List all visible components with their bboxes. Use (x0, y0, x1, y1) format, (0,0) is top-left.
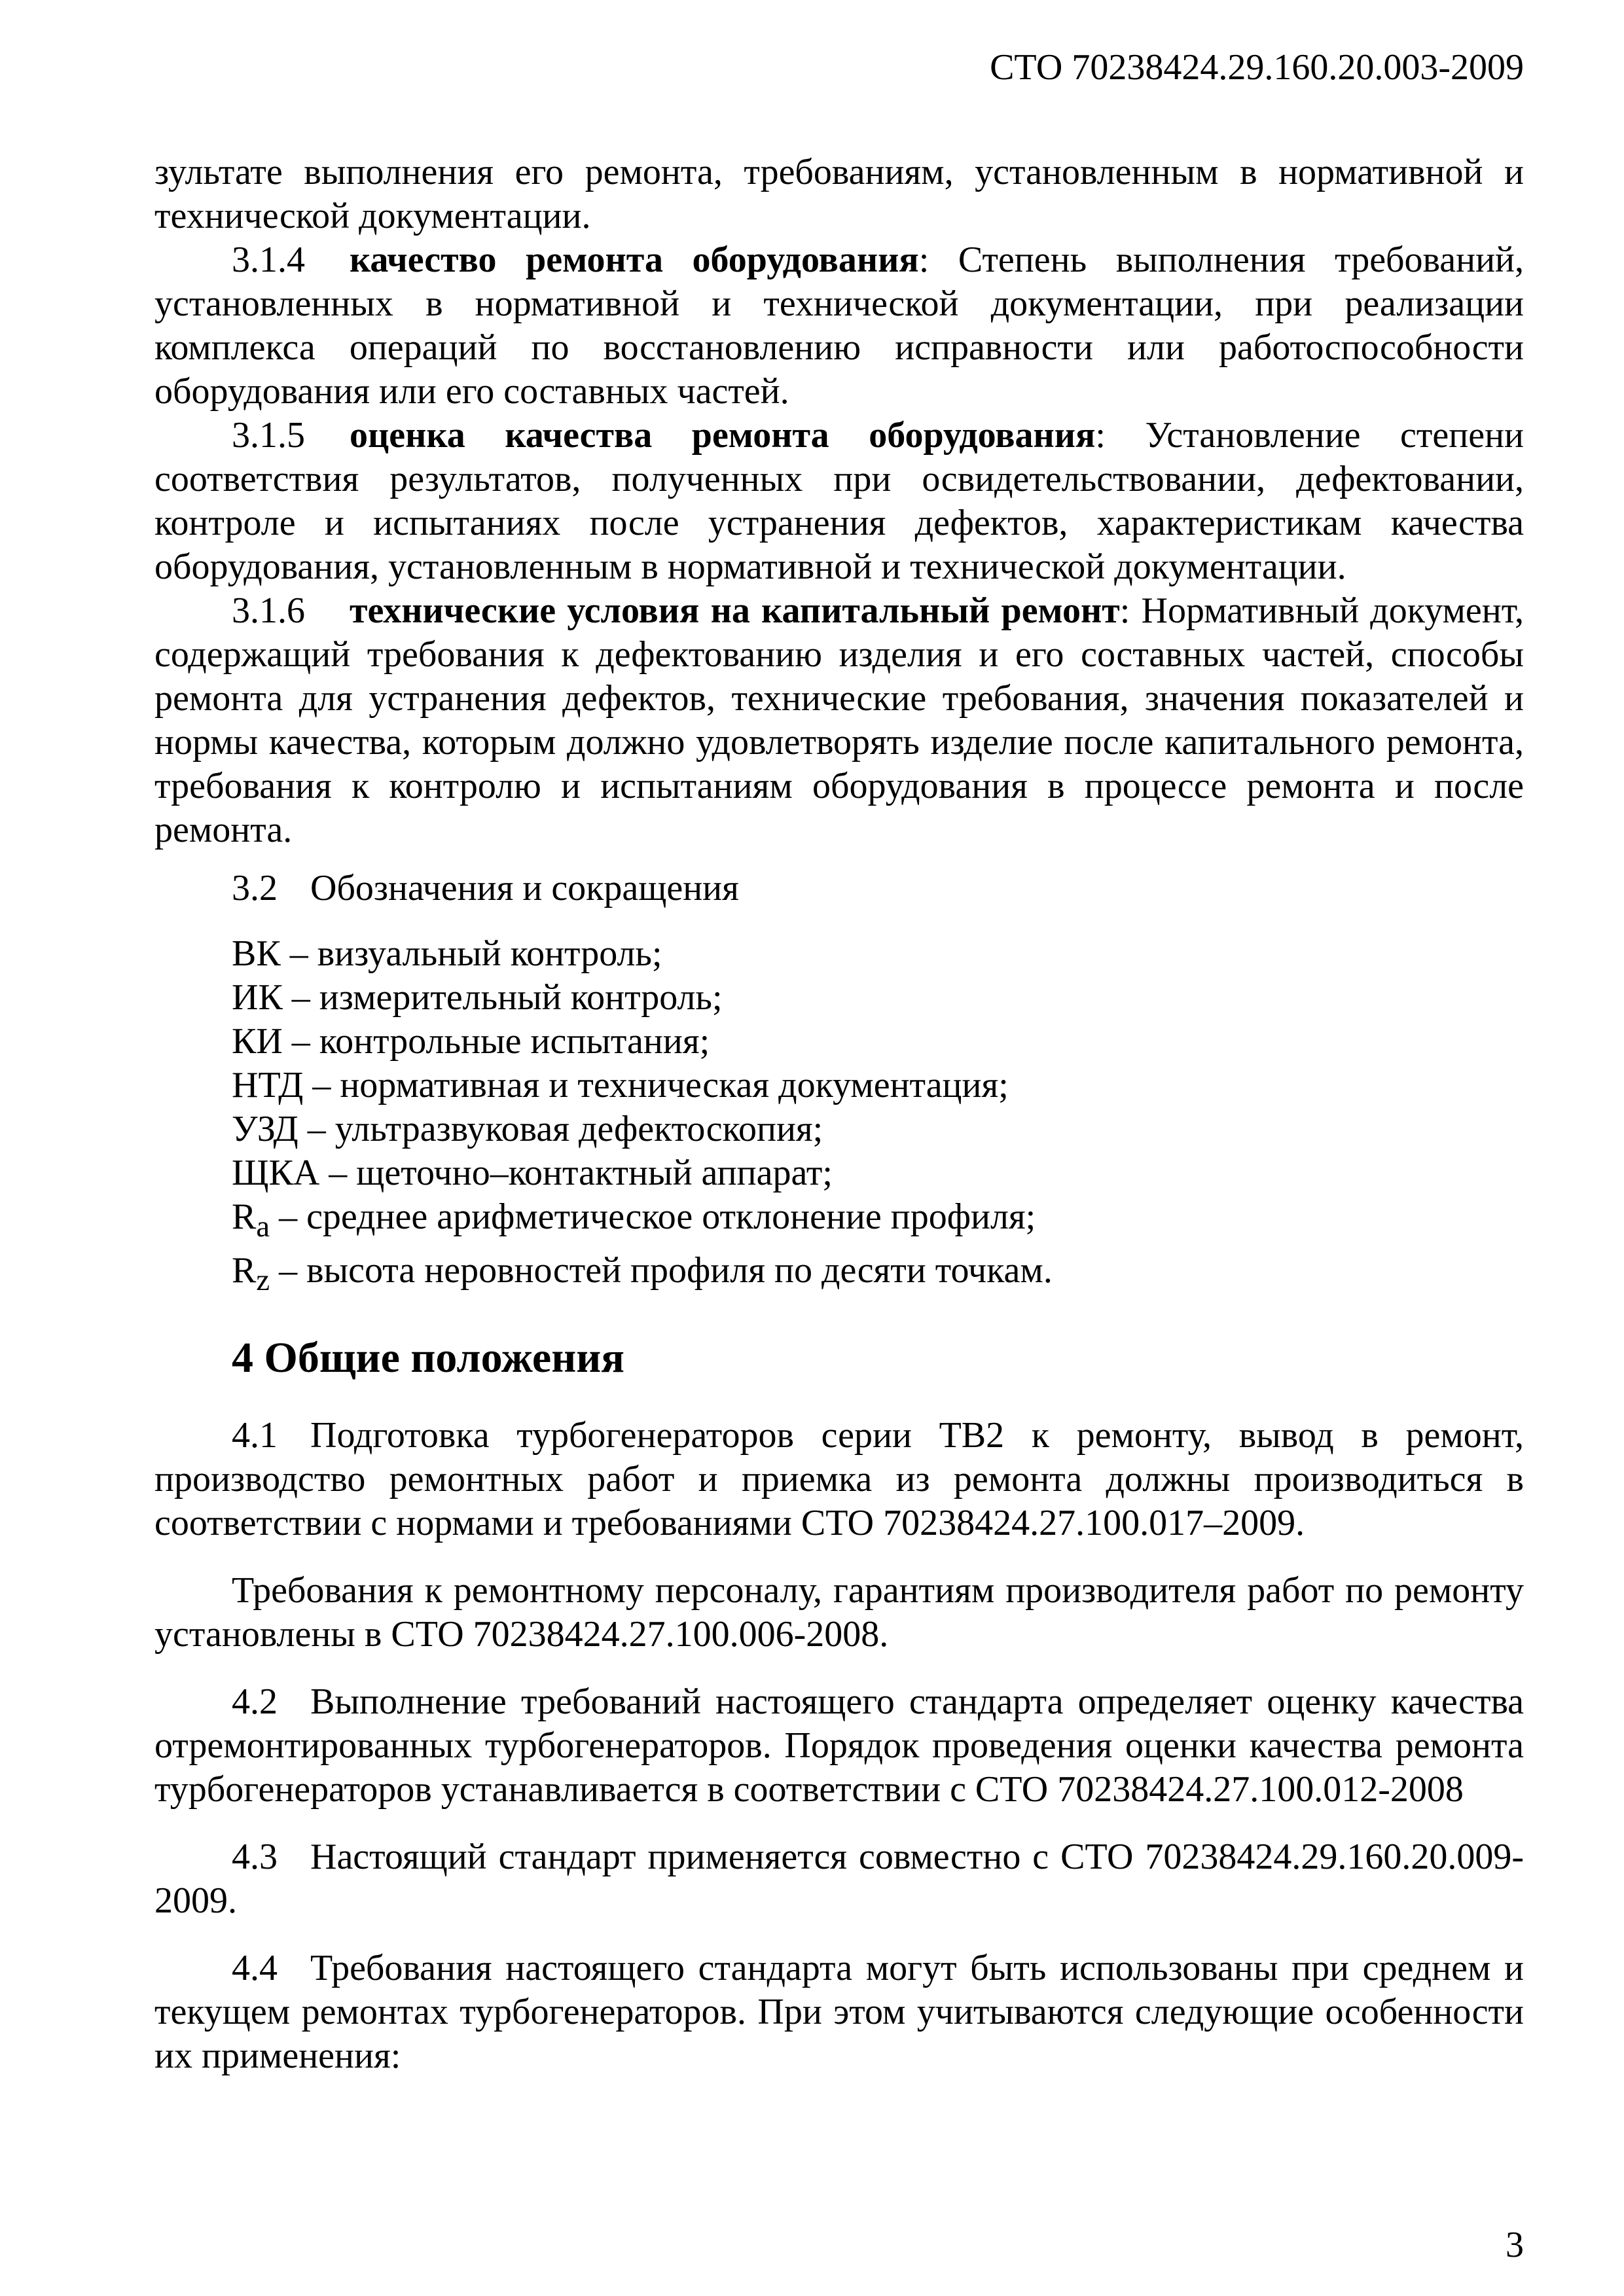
paragraph-text: Настоящий стандарт применяется совместно с СТО 70238424.29.160.20.009-2009. (154, 1837, 1524, 1922)
document-code-header: СТО 70238424.29.160.20.003-2009 (990, 47, 1524, 88)
abbreviation-description: – высота неровностей профиля по десяти точкам. (270, 1250, 1053, 1291)
abbreviation-description: – измерительный контроль; (282, 977, 723, 1018)
abbreviation-item (154, 1020, 1524, 1064)
abbreviation-description: – контрольные испытания; (282, 1021, 710, 1062)
definition-3-1-6 (154, 589, 1524, 852)
definition-number: 3.1.4 (232, 240, 305, 280)
abbreviation-item (154, 1195, 1524, 1249)
abbreviation-item (154, 976, 1524, 1020)
abbreviation-item (154, 1107, 1524, 1151)
abbreviation-subscript: a (256, 1210, 270, 1244)
definition-3-1-5 (154, 414, 1524, 589)
definition-3-1-4 (154, 238, 1524, 414)
abbreviation-term: R (232, 1196, 257, 1237)
definition-text: : Установление степени соответствия результатов, полученных при освидетельствовании, дефектовании, контроле и испытаниях после устранения дефектов, характеристикам качества оборудования, установленным в нормативной и технической документации. (154, 415, 1525, 587)
abbreviation-term: КИ (232, 1021, 283, 1062)
paragraph-4-1 (154, 1414, 1524, 1545)
subsection-title: Обозначения и сокращения (310, 868, 739, 908)
paragraph-number: 4.4 (232, 1948, 278, 1989)
definition-text: : Нормативный документ, содержащий требования к дефектованию изделия и его составных частей, способы ремонта для устранения дефектов, технические требования, значения показателей и нормы качества, которым должно удовлетворять изделие после капитального ремонта, требования к контролю и испытаниям оборудования в процессе ремонта и после ремонта. (154, 590, 1524, 850)
abbreviation-description: – визуальный контроль; (280, 933, 662, 974)
abbreviation-description: – щеточно–контактный аппарат; (319, 1153, 833, 1193)
paragraph-number: 4.3 (232, 1837, 278, 1878)
definition-text: : Степень выполнения требований, установленных в нормативной и технической документации, при реализации комплекса операций по восстановлению исправности или работоспособности оборудования или его составных частей. (154, 240, 1525, 412)
abbreviation-description: – ультразвуковая дефектоскопия; (298, 1109, 823, 1149)
abbreviation-term: ИК (232, 977, 283, 1018)
abbreviation-term: УЗД (232, 1109, 298, 1149)
abbreviation-item (154, 1249, 1524, 1302)
paragraph-4-2 (154, 1680, 1524, 1812)
subsection-number: 3.2 (232, 868, 278, 908)
paragraph-text: Требования настоящего стандарта могут быть использованы при среднем и текущем ремонтах турбогенераторов. При этом учитываются следующие особенности их применения: (154, 1948, 1524, 2077)
page-content (154, 151, 1524, 2078)
paragraph-text: Подготовка турбогенераторов серии ТВ2 к ремонту, вывод в ремонт, производство ремонтных работ и приемка из ремонта должны производиться в соответствии с нормами и требованиями СТО 70238424.27.100.017–2009. (154, 1415, 1524, 1544)
section-4-heading: 4 Общие положения (232, 1334, 624, 1382)
paragraph-number: 4.2 (232, 1681, 278, 1723)
abbreviation-term: НТД (232, 1065, 304, 1105)
continuation-paragraph: зультате выполнения его ремонта, требованиям, установленным в нормативной и технической документации. (154, 152, 1524, 236)
paragraph-4-1-continued: Требования к ремонтному персоналу, гарантиям производителя работ по ремонту установлены в СТО 70238424.27.100.006-2008. (154, 1570, 1524, 1655)
definition-number: 3.1.6 (232, 590, 305, 631)
abbreviation-description: – среднее арифметическое отклонение профиля; (270, 1196, 1036, 1237)
paragraph-text: Выполнение требований настоящего стандарта определяет оценку качества отремонтированных турбогенераторов. Порядок проведения оценки качества ремонта турбогенераторов устанавливается в соответствии с СТО 70238424.27.100.012-2008 (154, 1681, 1524, 1810)
abbreviation-description: – нормативная и техническая документация; (303, 1065, 1009, 1105)
abbreviation-term: ЩКА (232, 1153, 320, 1193)
paragraph-number: 4.1 (232, 1415, 278, 1456)
abbreviation-item (154, 932, 1524, 976)
abbreviations-list (154, 932, 1524, 1302)
abbreviation-item (154, 1064, 1524, 1107)
abbreviation-subscript: z (256, 1263, 270, 1298)
abbreviation-item (154, 1151, 1524, 1195)
definition-term: оценка качества ремонта оборудования (350, 415, 1096, 456)
page-number: 3 (1506, 2225, 1524, 2265)
abbreviation-term: R (232, 1250, 257, 1291)
subsection-3-2-heading (154, 867, 1524, 910)
abbreviation-term: ВК (232, 933, 281, 974)
definition-term: качество ремонта оборудования (350, 240, 919, 280)
definition-term: технические условия на капитальный ремонт (350, 590, 1120, 631)
definition-number: 3.1.5 (232, 415, 305, 456)
paragraph-4-4 (154, 1946, 1524, 2078)
paragraph-4-3 (154, 1835, 1524, 1923)
